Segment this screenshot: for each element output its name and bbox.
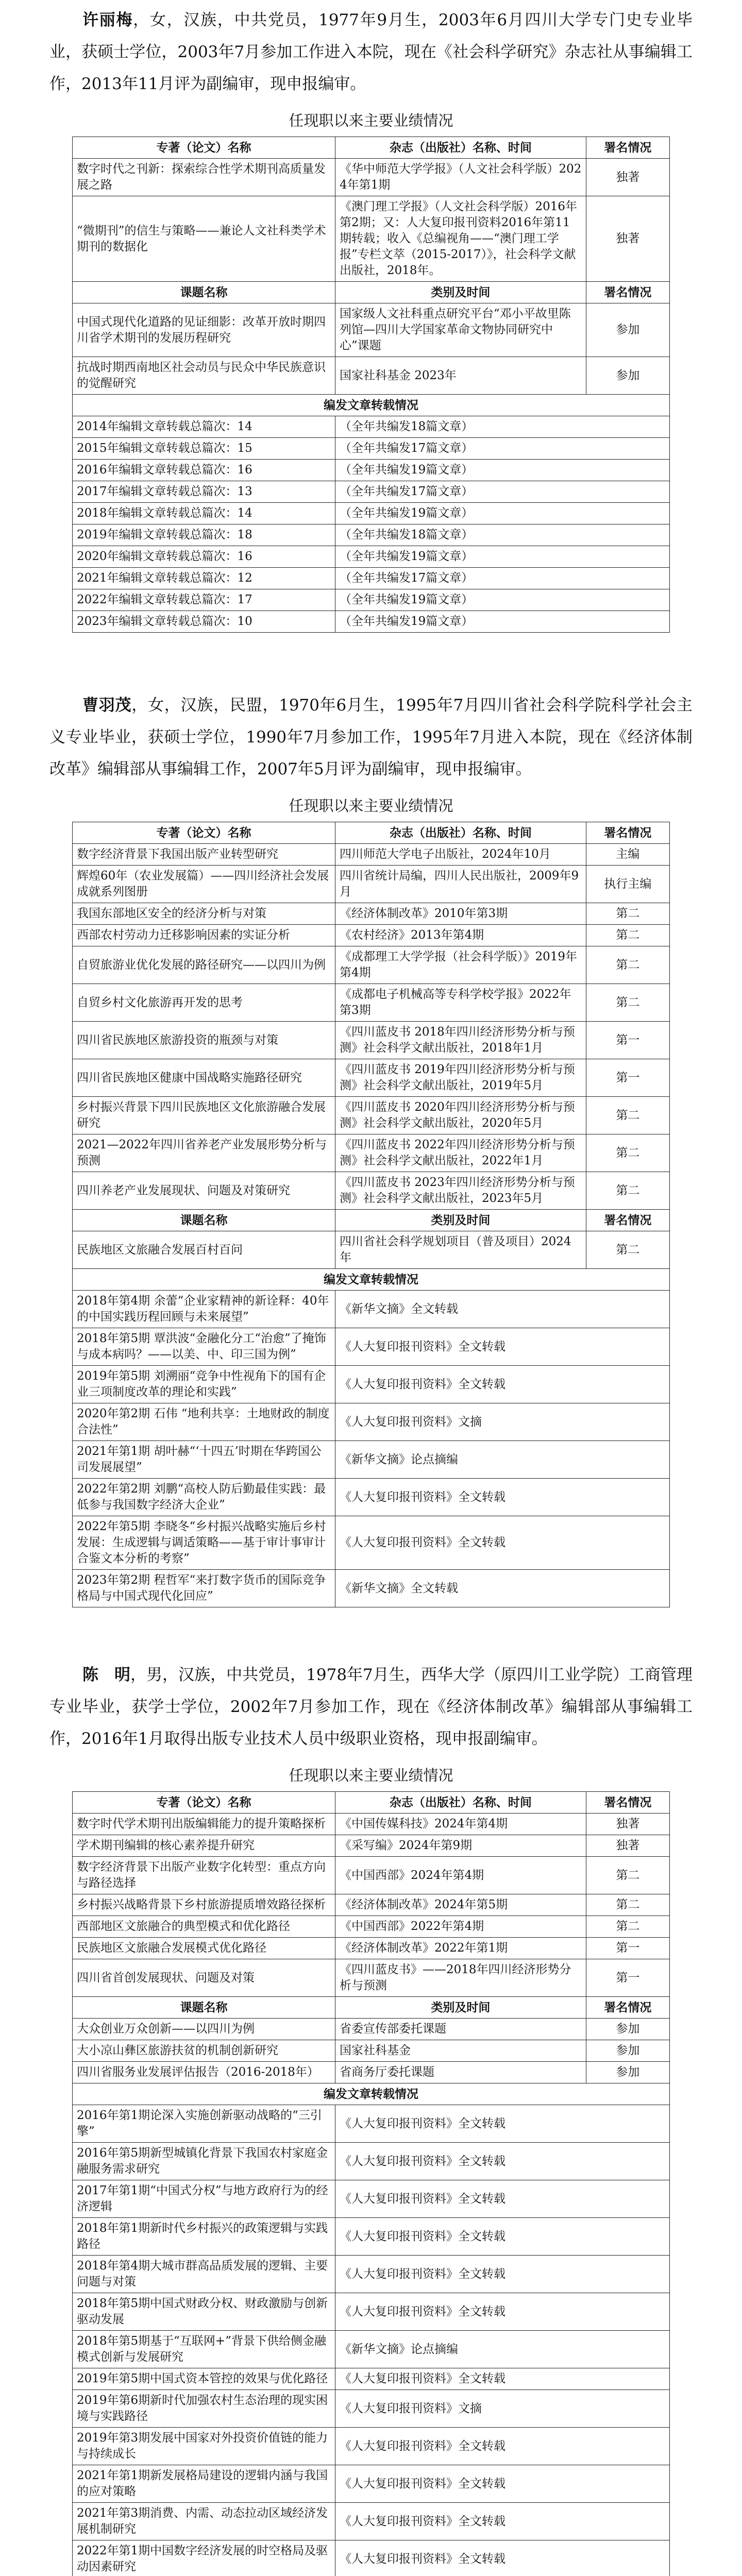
repost-venue: 《人大复印报刊资料》全文转载: [335, 2368, 669, 2390]
work-publication: 《四川蓝皮书 2019年四川经济形势分析与预测》社会科学文献出版社，2019年5月: [335, 1059, 586, 1097]
project-name: 抗战时期西南地区社会动员与民众中华民族意识的觉醒研究: [73, 357, 335, 395]
project-name: 四川省服务业发展评估报告（2016-2018年）: [73, 2062, 335, 2083]
work-row: [73, 159, 670, 196]
work-row: [73, 1857, 670, 1894]
repost-venue: 《人大复印报刊资料》全文转载: [335, 2465, 669, 2503]
repost-count: 2014年编辑文章转载总篇次：14: [73, 416, 335, 438]
work-publication: 《中国西部》2022年第4期: [335, 1916, 586, 1938]
col-header: 类别及时间: [335, 282, 586, 303]
col-header: 杂志（出版社）名称、时间: [335, 1792, 586, 1814]
repost-venue: 《人大复印报刊资料》全文转载: [335, 2293, 669, 2331]
work-authorship: 主编: [586, 844, 669, 866]
bio-xu: [49, 4, 693, 100]
work-authorship: 独著: [586, 1814, 669, 1835]
repost-article: 2019年第6期新时代加强农村生态治理的现实困境与实践路径: [73, 2390, 335, 2428]
repost-row: [73, 2390, 670, 2428]
repost-count: 2015年编辑文章转载总篇次：15: [73, 438, 335, 460]
repost-venue: 《新华文摘》论点摘编: [335, 1441, 669, 1479]
work-title: 西部地区文旅融合的典型模式和优化路径: [73, 1916, 335, 1938]
repost-venue: 《新华文摘》论点摘编: [335, 2331, 669, 2368]
repost-row: [73, 2256, 670, 2293]
project-role: 参加: [586, 2019, 669, 2040]
repost-row: [73, 2465, 670, 2503]
repost-row: [73, 2218, 670, 2256]
work-row: [73, 1022, 670, 1059]
bio-text: ，女，汉族，中共党员，1977年9月生，2003年6月四川大学专门史专业毕业，获硕士学位，2003年7月参加工作进入本院，现在《社会科学研究》杂志社从事编辑工作，2013年11月评为副编审，现申报编审。: [49, 11, 693, 93]
repost-venue: 《新华文摘》全文转载: [335, 1570, 669, 1607]
project-row: [73, 2062, 670, 2083]
work-row: [73, 1172, 670, 1210]
work-authorship: 执行主编: [586, 866, 669, 903]
work-authorship: 第二: [586, 1857, 669, 1894]
work-row: [73, 946, 670, 984]
work-title: 我国东部地区安全的经济分析与对策: [73, 903, 335, 925]
repost-venue: 《人大复印报刊资料》全文转载: [335, 2180, 669, 2218]
repost-row: [73, 1403, 670, 1441]
repost-article: 2023年第2期 程哲军“来打数字货币的国际竞争格局与中国式现代化回应”: [73, 1570, 335, 1607]
work-authorship: 第二: [586, 1134, 669, 1172]
repost-row: [73, 2428, 670, 2465]
work-row: [73, 1959, 670, 1997]
repost-article: 2018年第1期新时代乡村振兴的政策逻辑与实践路径: [73, 2218, 335, 2256]
repost-row: [73, 1441, 670, 1479]
section-caption: 任现职以来主要业绩情况: [289, 797, 453, 815]
repost-row: [73, 460, 670, 481]
repost-article: 2018年第4期 余蕾“企业家精神的新诠释：40年的中国实践历程回顾与未来展望”: [73, 1291, 335, 1328]
repost-article: 2018年第5期 覃洪波“金融化分工“治愈”了掩饰与成本病吗？——以美、中、印三国为例”: [73, 1328, 335, 1366]
work-authorship: 独著: [586, 159, 669, 196]
repost-venue: 《人大复印报刊资料》全文转载: [335, 2540, 669, 2576]
work-publication: 《中国西部》2024年第4期: [335, 1857, 586, 1894]
col-header: 课题名称: [73, 1997, 335, 2019]
work-publication: 《中国传媒科技》2024年第4期: [335, 1814, 586, 1835]
project-role: 参加: [586, 303, 669, 357]
repost-article: 2022年第1期中国数字经济发展的时空格局及驱动因素研究: [73, 2540, 335, 2576]
repost-article: 2019年第5期 刘溯丽“竞争中性视角下的国有企业三项制度改革的理论和实践”: [73, 1366, 335, 1403]
project-row: [73, 357, 670, 395]
project-type: 省商务厅委托课题: [335, 2062, 586, 2083]
col-header: 课题名称: [73, 1210, 335, 1231]
project-role: 参加: [586, 2062, 669, 2083]
repost-row: [73, 2368, 670, 2390]
work-title: 数字时代学术期刊出版编辑能力的提升策略探析: [73, 1814, 335, 1835]
repost-count: 2022年编辑文章转载总篇次：17: [73, 589, 335, 611]
repost-row: [73, 611, 670, 633]
repost-venue: 《人大复印报刊资料》全文转载: [335, 1328, 669, 1366]
work-title: 西部农村劳动力迁移影响因素的实证分析: [73, 925, 335, 946]
repost-row: [73, 2180, 670, 2218]
work-authorship: 第二: [586, 1916, 669, 1938]
repost-article: 2019年第3期发展中国家对外投资价值链的能力与持续成长: [73, 2428, 335, 2465]
work-title: 自贸乡村文化旅游再开发的思考: [73, 984, 335, 1022]
work-row: [73, 1894, 670, 1916]
repost-article: 2016年第1期论深入实施创新驱动战略的“三引擎”: [73, 2105, 335, 2143]
repost-article: 2021年第1期新发展格局建设的逻辑内涵与我国的应对策略: [73, 2465, 335, 2503]
repost-venue: 《人大复印报刊资料》全文转载: [335, 2428, 669, 2465]
work-publication: 《农村经济》2013年第4期: [335, 925, 586, 946]
work-publication: 《四川蓝皮书 2023年四川经济形势分析与预测》社会科学文献出版社，2023年5月: [335, 1172, 586, 1210]
repost-total: （全年共编发19篇文章）: [335, 503, 669, 524]
work-authorship: 第二: [586, 984, 669, 1022]
work-authorship: 第二: [586, 1172, 669, 1210]
repost-row: [73, 568, 670, 589]
work-row: [73, 866, 670, 903]
repost-total: （全年共编发19篇文章）: [335, 611, 669, 633]
table-header-row: [73, 1997, 670, 2019]
col-header: 专著（论文）名称: [73, 822, 335, 844]
work-publication: 《四川蓝皮书 2022年四川经济形势分析与预测》社会科学文献出版社，2022年1月: [335, 1134, 586, 1172]
col-header: 署名情况: [586, 1997, 669, 2019]
repost-article: 2017年第1期“中国式分权”与地方政府行为的经济逻辑: [73, 2180, 335, 2218]
work-title: 辉煌60年（农业发展篇）——四川经济社会发展成就系列图册: [73, 866, 335, 903]
bio-text: ，男，汉族，中共党员，1978年7月生，西华大学（原四川工业学院）工商管理专业毕业，获学士学位，2002年7月参加工作，现在《经济体制改革》编辑部从事编辑工作，2016年1月取得出版专业技术人员中级职业资格，现申报副编审。: [49, 1666, 693, 1748]
repost-venue: 《新华文摘》全文转载: [335, 1291, 669, 1328]
repost-total: （全年共编发17篇文章）: [335, 481, 669, 503]
repost-venue: 《人大复印报刊资料》全文转载: [335, 2105, 669, 2143]
work-publication: 四川师范大学电子出版社，2024年10月: [335, 844, 586, 866]
repost-count: 2019年编辑文章转载总篇次：18: [73, 524, 335, 546]
repost-row: [73, 2331, 670, 2368]
work-title: 数字经济背景下我国出版产业转型研究: [73, 844, 335, 866]
work-publication: 《采写编》2024年第9期: [335, 1835, 586, 1857]
repost-row: [73, 2293, 670, 2331]
work-publication: 《四川蓝皮书 2020年四川经济形势分析与预测》社会科学文献出版社，2020年5月: [335, 1097, 586, 1134]
work-title: 四川养老产业发展现状、问题及对策研究: [73, 1172, 335, 1210]
repost-venue: 《人大复印报刊资料》全文转载: [335, 2503, 669, 2540]
work-row: [73, 1835, 670, 1857]
repost-venue: 《人大复印报刊资料》全文转载: [335, 1366, 669, 1403]
repost-row: [73, 438, 670, 460]
col-header: 杂志（出版社）名称、时间: [335, 822, 586, 844]
work-authorship: 第一: [586, 1059, 669, 1097]
repost-venue: 《人大复印报刊资料》文摘: [335, 1403, 669, 1441]
col-header: 杂志（出版社）名称、时间: [335, 137, 586, 159]
project-type: 省委宣传部委托课题: [335, 2019, 586, 2040]
repost-article: 2016年第5期新型城镇化背景下我国农村家庭金融服务需求研究: [73, 2143, 335, 2180]
table-header-row: [73, 1792, 670, 1814]
repost-header: 编发文章转载情况: [73, 1269, 670, 1291]
project-name: 大小凉山彝区旅游扶贫的机制创新研究: [73, 2040, 335, 2062]
work-row: [73, 1814, 670, 1835]
repost-count: 2016年编辑文章转载总篇次：16: [73, 460, 335, 481]
project-row: [73, 2040, 670, 2062]
work-authorship: 独著: [586, 196, 669, 282]
project-row: [73, 1231, 670, 1269]
repost-row: [73, 2143, 670, 2180]
project-role: 第二: [586, 1231, 669, 1269]
repost-count: 2020年编辑文章转载总篇次：16: [73, 546, 335, 568]
work-publication: 《成都理工大学学报（社会科学版）》2019年第4期: [335, 946, 586, 984]
project-role: 参加: [586, 2040, 669, 2062]
work-row: [73, 1134, 670, 1172]
repost-row: [73, 1479, 670, 1516]
project-name: 民族地区文旅融合发展百村百问: [73, 1231, 335, 1269]
repost-row: [73, 589, 670, 611]
project-type: 四川省社会科学规划项目（普及项目）2024年: [335, 1231, 586, 1269]
col-header: 专著（论文）名称: [73, 137, 335, 159]
repost-count: 2021年编辑文章转载总篇次：12: [73, 568, 335, 589]
project-name: 中国式现代化道路的见证细影：改革开放时期四川省学术期刊的发展历程研究: [73, 303, 335, 357]
work-title: 四川省民族地区旅游投资的瓶颈与对策: [73, 1022, 335, 1059]
repost-article: 2018年第5期基于“互联网+”背景下供给侧金融模式创新与发展研究: [73, 2331, 335, 2368]
work-authorship: 第二: [586, 925, 669, 946]
work-authorship: 第一: [586, 1938, 669, 1959]
repost-article: 2022年第5期 李晓冬“乡村振兴战略实施后乡村发展：生成逻辑与调适策略——基于审计事审计合鉴文本分析的考察”: [73, 1516, 335, 1570]
repost-total: （全年共编发19篇文章）: [335, 589, 669, 611]
table-xu: [72, 137, 670, 633]
repost-row: [73, 2105, 670, 2143]
repost-row: [73, 2540, 670, 2576]
work-authorship: 第二: [586, 1097, 669, 1134]
work-publication: 四川省统计局编，四川人民出版社，2009年9月: [335, 866, 586, 903]
work-row: [73, 903, 670, 925]
repost-row: [73, 1328, 670, 1366]
project-row: [73, 303, 670, 357]
project-type: 国家社科基金 2023年: [335, 357, 586, 395]
work-authorship: 独著: [586, 1835, 669, 1857]
work-row: [73, 984, 670, 1022]
work-row: [73, 844, 670, 866]
project-type: 国家级人文社科重点研究平台“邓小平故里陈列馆—四川大学国家革命文物协同研究中心”课题: [335, 303, 586, 357]
repost-row: [73, 1570, 670, 1607]
repost-header-row: [73, 2083, 670, 2105]
repost-article: 2018年第5期中国式财政分权、财政激励与创新驱动发展: [73, 2293, 335, 2331]
work-title: 2021—2022年四川省养老产业发展形势分析与预测: [73, 1134, 335, 1172]
repost-article: 2018年第4期大城市群高品质发展的逻辑、主要问题与对策: [73, 2256, 335, 2293]
repost-header: 编发文章转载情况: [73, 395, 670, 416]
repost-total: （全年共编发18篇文章）: [335, 524, 669, 546]
col-header: 类别及时间: [335, 1997, 586, 2019]
work-authorship: 第一: [586, 1022, 669, 1059]
repost-article: 2021年第3期消费、内需、动态拉动区域经济发展机制研究: [73, 2503, 335, 2540]
repost-total: （全年共编发17篇文章）: [335, 568, 669, 589]
repost-total: （全年共编发19篇文章）: [335, 460, 669, 481]
col-header: 署名情况: [586, 137, 669, 159]
repost-row: [73, 1291, 670, 1328]
table-header-row: [73, 822, 670, 844]
col-header: 署名情况: [586, 822, 669, 844]
repost-row: [73, 546, 670, 568]
work-row: [73, 1916, 670, 1938]
work-title: 数字经济背景下出版产业数字化转型：重点方向与路径选择: [73, 1857, 335, 1894]
repost-row: [73, 503, 670, 524]
work-authorship: 第二: [586, 946, 669, 984]
project-type: 国家社科基金: [335, 2040, 586, 2062]
bio-chen: [49, 1659, 693, 1755]
work-title: 四川省民族地区健康中国战略实施路径研究: [73, 1059, 335, 1097]
repost-row: [73, 416, 670, 438]
repost-count: 2017年编辑文章转载总篇次：13: [73, 481, 335, 503]
repost-total: （全年共编发19篇文章）: [335, 546, 669, 568]
repost-row: [73, 524, 670, 546]
work-title: 四川省首创发展现状、问题及对策: [73, 1959, 335, 1997]
col-header: 署名情况: [586, 1792, 669, 1814]
repost-row: [73, 481, 670, 503]
repost-header-row: [73, 395, 670, 416]
work-row: [73, 196, 670, 282]
repost-total: （全年共编发17篇文章）: [335, 438, 669, 460]
work-title: 自贸旅游业优化发展的路径研究——以四川为例: [73, 946, 335, 984]
table-header-row: [73, 137, 670, 159]
work-publication: 《成都电子机械高等专科学校学报》2022年第3期: [335, 984, 586, 1022]
work-publication: 《经济体制改革》2010年第3期: [335, 903, 586, 925]
project-role: 参加: [586, 357, 669, 395]
work-publication: 《经济体制改革》2022年第1期: [335, 1938, 586, 1959]
repost-article: 2020年第2期 石伟 “地利共享：土地财政的制度合法性”: [73, 1403, 335, 1441]
repost-venue: 《人大复印报刊资料》文摘: [335, 2390, 669, 2428]
work-publication: 《经济体制改革》2024年第5期: [335, 1894, 586, 1916]
repost-header-row: [73, 1269, 670, 1291]
repost-total: （全年共编发18篇文章）: [335, 416, 669, 438]
repost-venue: 《人大复印报刊资料》全文转载: [335, 2143, 669, 2180]
project-row: [73, 2019, 670, 2040]
work-publication: 《四川蓝皮书 2018年四川经济形势分析与预测》社会科学文献出版社，2018年1月: [335, 1022, 586, 1059]
project-name: 大众创业万众创新——以四川为例: [73, 2019, 335, 2040]
repost-row: [73, 1366, 670, 1403]
repost-venue: 《人大复印报刊资料》全文转载: [335, 2218, 669, 2256]
table-chen: [72, 1791, 670, 2576]
work-row: [73, 1938, 670, 1959]
repost-row: [73, 1516, 670, 1570]
work-publication: 《澳门理工学报》（人文社会科学版）2016年第2期；又：人大复印报刊资料2016年第11期转载；收入《总编视角——“澳门理工学报”专栏文萃（2015-2017）》，社会科学文献出版社，2018年。: [335, 196, 586, 282]
bio-name: 许丽梅: [82, 11, 133, 29]
repost-venue: 《人大复印报刊资料》全文转载: [335, 1516, 669, 1570]
col-header: 类别及时间: [335, 1210, 586, 1231]
work-title: 民族地区文旅融合发展模式优化路径: [73, 1938, 335, 1959]
repost-header: 编发文章转载情况: [73, 2083, 670, 2105]
work-row: [73, 1059, 670, 1097]
section-caption: 任现职以来主要业绩情况: [289, 1767, 453, 1784]
work-row: [73, 925, 670, 946]
repost-count: 2018年编辑文章转载总篇次：14: [73, 503, 335, 524]
bio-cao: [49, 689, 693, 785]
table-header-row: [73, 1210, 670, 1231]
work-authorship: 第二: [586, 903, 669, 925]
col-header: 课题名称: [73, 282, 335, 303]
bio-name: 陈 明: [82, 1666, 131, 1684]
repost-count: 2023年编辑文章转载总篇次：10: [73, 611, 335, 633]
repost-article: 2021年第1期 胡叶赫“‘十四五’时期在华跨国公司发展展望”: [73, 1441, 335, 1479]
work-authorship: 第一: [586, 1959, 669, 1997]
repost-article: 2019年第5期中国式资本管控的效果与优化路径: [73, 2368, 335, 2390]
repost-venue: 《人大复印报刊资料》全文转载: [335, 1479, 669, 1516]
table-header-row: [73, 282, 670, 303]
bio-text: ，女，汉族，民盟，1970年6月生，1995年7月四川省社会科学院科学社会主义专业毕业，获硕士学位，1990年7月参加工作，1995年7月进入本院，现在《经济体制改革》编辑部从事编辑工作，2007年5月评为副编审，现申报编审。: [49, 696, 693, 778]
section-caption: 任现职以来主要业绩情况: [289, 112, 453, 129]
work-title: 乡村振兴战略背景下乡村旅游提质增效路径探析: [73, 1894, 335, 1916]
work-authorship: 第二: [586, 1894, 669, 1916]
repost-article: 2022年第2期 刘鹏“高校人防后勤最佳实践：最低参与我国数字经济大企业”: [73, 1479, 335, 1516]
bio-name: 曹羽茂: [82, 696, 132, 715]
table-cao: [72, 822, 670, 1607]
repost-row: [73, 2503, 670, 2540]
work-title: 乡村振兴背景下四川民族地区文化旅游融合发展研究: [73, 1097, 335, 1134]
col-header: 署名情况: [586, 282, 669, 303]
work-title: 学术期刊编辑的核心素养提升研究: [73, 1835, 335, 1857]
work-title: “微期刊”的信生与策略——兼论人文社科类学术期刊的数据化: [73, 196, 335, 282]
work-title: 数字时代之刊新：探索综合性学术期刊高质量发展之路: [73, 159, 335, 196]
work-publication: 《四川蓝皮书》——2018年四川经济形势分析与预测: [335, 1959, 586, 1997]
work-row: [73, 1097, 670, 1134]
col-header: 署名情况: [586, 1210, 669, 1231]
repost-venue: 《人大复印报刊资料》全文转载: [335, 2256, 669, 2293]
work-publication: 《华中师范大学学报》（人文社会科学版）2024年第1期: [335, 159, 586, 196]
col-header: 专著（论文）名称: [73, 1792, 335, 1814]
